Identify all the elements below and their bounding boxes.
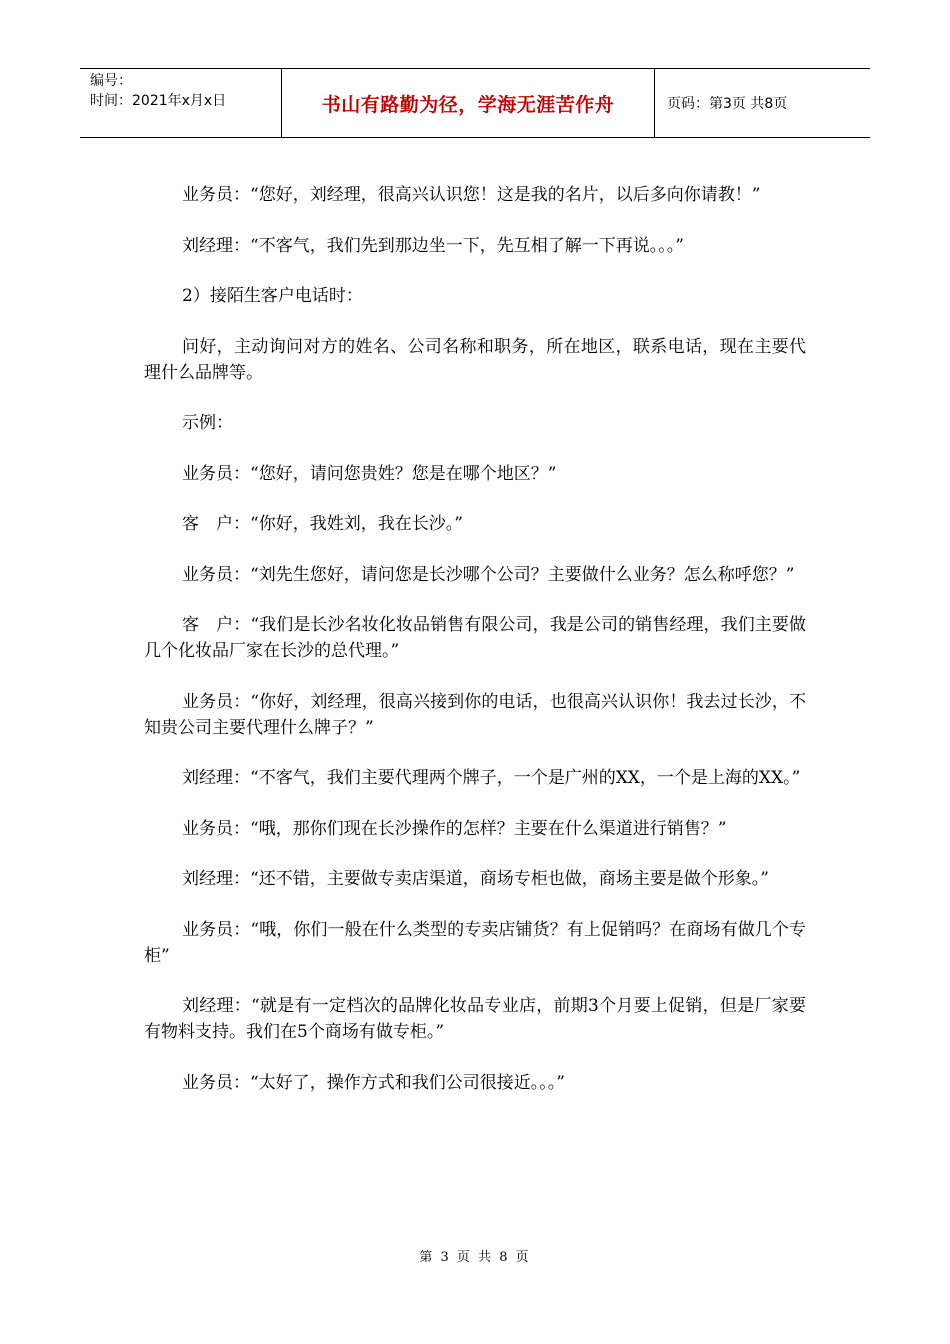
page-footer: 第 3 页 共 8 页 xyxy=(419,1250,531,1265)
document-body xyxy=(144,182,806,1120)
paragraph: 示例： xyxy=(182,413,233,433)
paragraph: 业务员：“哦，你们一般在什么类型的专卖店铺货？有上促销吗？在商场有做几个专柜” xyxy=(144,919,806,966)
paragraph: 业务员：“你好，刘经理，很高兴接到你的电话，也很高兴认识你！我去过长沙，不知贵公司主要代理什么牌子？” xyxy=(144,691,806,738)
header-motto: 书山有路勤为径，学海无涯苦作舟 xyxy=(321,93,615,116)
header-meta xyxy=(80,69,282,137)
document-time-label: 时间：2021年x月x日 xyxy=(90,93,227,109)
paragraph: 业务员：“太好了，操作方式和我们公司很接近。。。” xyxy=(182,1072,565,1093)
paragraph: 业务员：“您好，刘经理，很高兴认识您！这是我的名片，以后多向你请教！” xyxy=(182,185,761,205)
paragraph: 业务员：“哦，那你们现在长沙操作的怎样？主要在什么渠道进行销售？” xyxy=(182,818,727,839)
paragraph: 刘经理：“还不错，主要做专卖店渠道，商场专柜也做，商场主要是做个形象。” xyxy=(182,869,769,889)
document-number-label: 编号： xyxy=(90,73,132,89)
header-page-info: 页码：第3页 共8页 xyxy=(667,96,788,112)
paragraph: 客 户：“你好，我姓刘，我在长沙。” xyxy=(182,514,463,534)
paragraph: 刘经理：“不客气，我们主要代理两个牌子，一个是广州的XX，一个是上海的XX。” xyxy=(182,768,801,788)
paragraph: 2）接陌生客户电话时： xyxy=(182,286,363,306)
paragraph: 刘经理：“就是有一定档次的品牌化妆品专业店，前期3个月要上促销，但是厂家要有物料支持。我们在5个商场有做专柜。” xyxy=(144,996,806,1042)
paragraph: 业务员：“刘先生您好，请问您是长沙哪个公司？主要做什么业务？怎么称呼您？” xyxy=(182,564,795,585)
paragraph: 刘经理：“不客气，我们先到那边坐一下，先互相了解一下再说。。。” xyxy=(182,235,684,256)
header-motto-cell xyxy=(282,69,655,137)
page-header xyxy=(80,68,870,138)
paragraph: 问好，主动询问对方的姓名、公司名称和职务，所在地区，联系电话，现在主要代理什么品牌等。 xyxy=(144,336,806,383)
paragraph: 客 户：“我们是长沙名妆化妆品销售有限公司，我是公司的销售经理，我们主要做几个化妆品厂家在长沙的总代理。” xyxy=(144,615,806,661)
paragraph: 业务员：“您好，请问您贵姓？您是在哪个地区？” xyxy=(182,463,557,484)
